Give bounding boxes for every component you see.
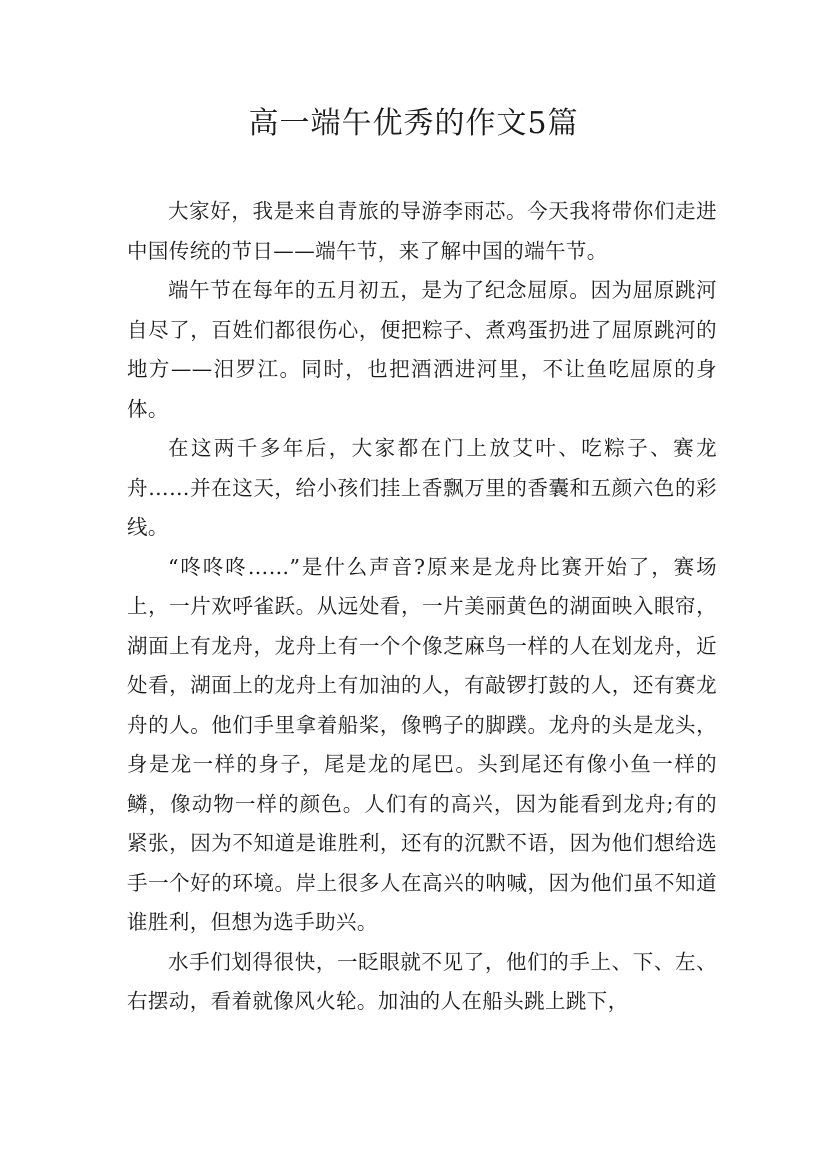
paragraph-rowers: 水手们划得很快，一眨眼就不见了，他们的手上、下、左、右摆动，看着就像风火轮。加油的人在船头跳上跳下， bbox=[127, 949, 717, 1013]
paragraph-dragon-boat-race: “咚咚咚……”是什么声音?原来是龙舟比赛开始了，赛场上，一片欢呼雀跃。从远处看，一片美丽黄色的湖面映入眼帘，湖面上有龙舟，龙舟上有一个个像芝麻鸟一样的人在划龙舟，近处看，湖面上的龙舟上有加油的人，有敲锣打鼓的人，还有赛龙舟的人。他们手里拿着船桨，像鸭子的脚蹼。龙舟的头是龙头，身是龙一样的身子，尾是龙的尾巴。头到尾还有像小鱼一样的鳞，像动物一样的颜色。人们有的高兴，因为能看到龙舟;有的紧张，因为不知道是谁胜利，还有的沉默不语，因为他们想给选手一个好的环境。岸上很多人在高兴的呐喊，因为他们虽不知道谁胜利，但想为选手助兴。 bbox=[127, 554, 717, 934]
document-body bbox=[127, 192, 717, 1022]
paragraph-origin: 端午节在每年的五月初五，是为了纪念屈原。因为屈原跳河自尽了，百姓们都很伤心，便把粽子、煮鸡蛋扔进了屈原跳河的地方——汨罗江。同时，也把酒洒进河里，不让鱼吃屈原的身体。 bbox=[127, 278, 717, 421]
document-title: 高一端午优秀的作文5篇 bbox=[248, 106, 579, 141]
paragraph-customs: 在这两千多年后，大家都在门上放艾叶、吃粽子、赛龙舟……并在这天，给小孩们挂上香飘万里的香囊和五颜六色的彩线。 bbox=[127, 436, 717, 539]
paragraph-greeting: 大家好，我是来自青旅的导游李雨芯。今天我将带你们走进中国传统的节日——端午节，来了解中国的端午节。 bbox=[127, 199, 717, 263]
